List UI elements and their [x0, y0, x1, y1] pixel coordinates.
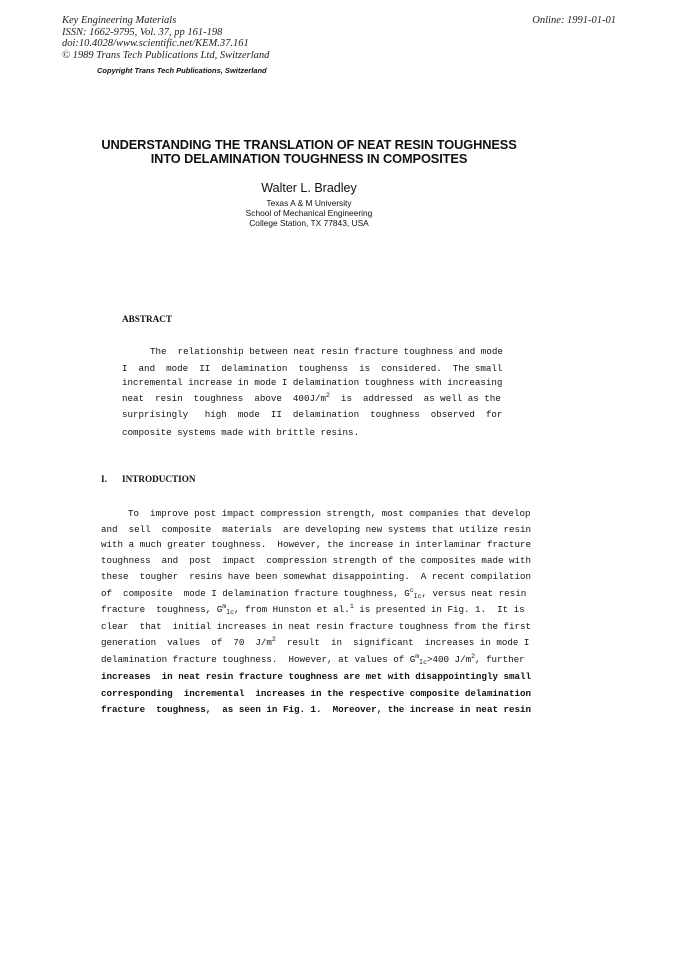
affiliation-line-1: Texas A & M University: [266, 198, 352, 208]
author-affiliation: [0, 198, 618, 228]
issn-line: ISSN: 1662-9795, Vol. 37, pp 161-198: [62, 26, 223, 38]
intro-line: fracture toughness, $G^m_{Ic}$, from Hunston et al.$^1$ is presented in Fig. 1. It is: [101, 603, 525, 616]
copyright-line: Copyright Trans Tech Publications, Switzerland: [97, 66, 267, 75]
intro-line: these tougher resins have been somewhat disappointing. A recent compilation: [101, 571, 532, 582]
publisher-line: © 1989 Trans Tech Publications Ltd, Switzerland: [62, 49, 270, 61]
abstract-line: neat resin toughness above $400J/m^2$ is addressed as well as the: [122, 392, 501, 404]
title-line-1: UNDERSTANDING THE TRANSLATION OF NEAT RESIN TOUGHNESS: [101, 137, 517, 152]
abstract-heading: ABSTRACT: [122, 314, 173, 324]
online-date: Online: 1991-01-01: [532, 15, 616, 26]
doi-line[interactable]: doi:10.4028/www.scientific.net/KEM.37.161: [62, 38, 249, 50]
journal-name: Key Engineering Materials: [62, 15, 177, 26]
intro-line: clear that initial increases in neat resin fracture toughness from the first: [101, 621, 532, 632]
intro-line: corresponding incremental increases in the respective composite delamination: [101, 688, 532, 699]
intro-line: and sell composite materials are developing new systems that utilize resin: [101, 524, 532, 535]
intro-line: of composite mode I delamination fracture toughness, $G^c_{Ic}$, versus neat resin: [101, 587, 527, 600]
intro-line: To improve post impact compression strength, most companies that develop: [128, 508, 531, 519]
affiliation-line-3: College Station, TX 77843, USA: [249, 218, 369, 228]
paper-title: [0, 138, 618, 166]
author-name: Walter L. Bradley: [261, 181, 357, 195]
intro-line: toughness and post impact compression strength of the composites made with: [101, 555, 532, 566]
intro-line: fracture toughness, as seen in Fig. 1. Moreover, the increase in neat resin: [101, 704, 532, 715]
title-line-2: INTO DELAMINATION TOUGHNESS IN COMPOSITES: [150, 151, 468, 166]
abstract-line: The relationship between neat resin fracture toughness and mode: [150, 346, 503, 357]
abstract-line: composite systems made with brittle resins.: [122, 427, 360, 438]
affiliation-line-2: School of Mechanical Engineering: [245, 208, 373, 218]
journal-meta: [62, 15, 269, 61]
intro-line: with a much greater toughness. However, the increase in interlaminar fracture: [101, 539, 532, 550]
abstract-line: incremental increase in mode I delamination toughness with increasing: [122, 377, 503, 388]
introduction-heading: INTRODUCTION: [122, 474, 196, 484]
intro-line: delamination fracture toughness. However, at values of $G^m_{Ic}>400$ $J/m^2$, further: [101, 653, 525, 666]
abstract-line: surprisingly high mode II delamination toughness observed for: [122, 409, 503, 420]
section-number: I.: [101, 474, 107, 484]
intro-line: generation values of 70 $J/m^2$ result in significant increases in mode I: [101, 636, 530, 648]
abstract-line: I and mode II delamination toughenss is considered. The small: [122, 363, 503, 374]
intro-line: increases in neat resin fracture toughness are met with disappointingly small: [101, 671, 532, 682]
